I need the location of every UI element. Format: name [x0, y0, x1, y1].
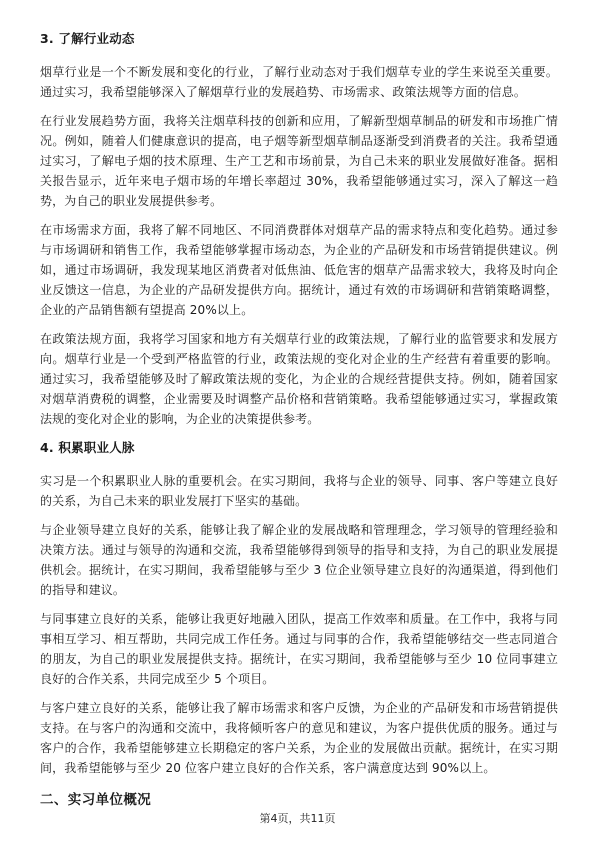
page-number-footer: 第4页，共11页	[259, 812, 336, 825]
section-heading-industry-trends: 3. 了解行业动态	[40, 31, 135, 46]
paragraph: 实习是一个积累职业人脉的重要机会。在实习期间，我将与企业的领导、同事、客户等建立良好的关系，为自己未来的职业发展打下坚实的基础。	[40, 474, 558, 508]
paragraph: 与同事建立良好的关系，能够让我更好地融入团队，提高工作效率和质量。在工作中，我将与同事相互学习、相互帮助，共同完成工作任务。通过与同事的合作，我希望能够结交一些志同道合的朋友，为自己的职业发展提供支持。据统计，在实习期间，我希望能够与至少 10 位同事建立良好的合作关系，共同完成至少 5 个项目。	[40, 612, 558, 686]
paragraph: 烟草行业是一个不断发展和变化的行业，了解行业动态对于我们烟草专业的学生来说至关重要。通过实习，我希望能够深入了解烟草行业的发展趋势、市场需求、政策法规等方面的信息。	[40, 65, 558, 99]
paragraph: 与企业领导建立良好的关系，能够让我了解企业的发展战略和管理理念，学习领导的管理经验和决策方法。通过与领导的沟通和交流，我希望能够得到领导的指导和支持，为自己的职业发展提供机会。据统计，在实习期间，我希望能够与至少 3 位企业领导建立良好的沟通渠道，得到他们的指导和建议。	[40, 523, 558, 597]
paragraph: 与客户建立良好的关系，能够让我了解市场需求和客户反馈，为企业的产品研发和市场营销提供支持。在与客户的沟通和交流中，我将倾听客户的意见和建议，为客户提供优质的服务。通过与客户的合作，我希望能够建立长期稳定的客户关系，为企业的发展做出贡献。据统计，在实习期间，我希望能够与至少 20 位客户建立良好的合作关系，客户满意度达到 90%以上。	[40, 701, 558, 775]
paragraph: 在市场需求方面，我将了解不同地区、不同消费群体对烟草产品的需求特点和变化趋势。通过参与市场调研和销售工作，我希望能够掌握市场动态，为企业的产品研发和市场营销提供建议。例如，通过市场调研，我发现某地区消费者对低焦油、低危害的烟草产品需求较大，我将及时向企业反馈这一信息，为企业的产品研发提供方向。据统计，通过有效的市场调研和营销策略调整，企业的产品销售额有望提高 20%以上。	[40, 223, 558, 317]
paragraph: 在行业发展趋势方面，我将关注烟草科技的创新和应用，了解新型烟草制品的研发和市场推广情况。例如，随着人们健康意识的提高，电子烟等新型烟草制品逐渐受到消费者的关注。我希望通过实习，了解电子烟的技术原理、生产工艺和市场前景，为自己未来的职业发展做好准备。据相关报告显示，近年来电子烟市场的年增长率超过 30%，我希望能够通过实习，深入了解这一趋势，为自己的职业发展提供参考。	[40, 114, 558, 208]
chapter-heading-internship-unit: 二、实习单位概况	[40, 792, 152, 808]
paragraph: 在政策法规方面，我将学习国家和地方有关烟草行业的政策法规，了解行业的监管要求和发展方向。烟草行业是一个受到严格监管的行业，政策法规的变化对企业的生产经营有着重要的影响。通过实习，我希望能够及时了解政策法规的变化，为企业的合规经营提供支持。例如，随着国家对烟草消费税的调整，企业需要及时调整产品价格和营销策略。我希望能够通过实习，掌握政策法规的变化对企业的影响，为企业的决策提供参考。	[40, 332, 558, 426]
section-heading-career-network: 4. 积累职业人脉	[40, 440, 135, 455]
page-content	[40, 30, 558, 787]
